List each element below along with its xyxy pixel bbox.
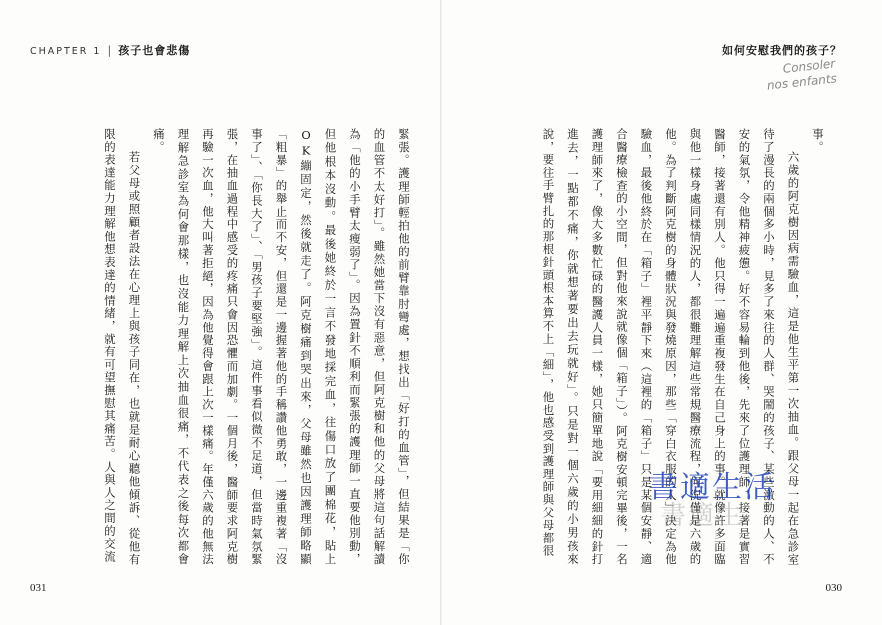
running-head-separator: |	[107, 44, 113, 57]
right-body-text	[500, 128, 830, 566]
paragraph: 若父母或照顧者設法在心理上與孩子同在，也就是耐心聽他傾訴、從他有限的表達能力理解他想表達的情緒，就有可望撫慰其痛苦。人與人之間的交流	[103, 128, 142, 566]
paragraph: 緊張。護理師輕拍他的前臂靠肘彎處，想找出「好打的血管」，但結果是「你的血管不太好打」。雖然她當下沒有惡意，但阿克樹和他的父母將這句話解讀為「他的小手臂太瘦弱了」。因為置針不順利而緊張的護理師一直要他別動，但他根本沒動。最後她終於一言不發地採完血，往傷口放了團棉花，貼上OK繃固定，然後就走了。阿克樹痛到哭出來，父母雖然也因護理師略顯「粗暴」的舉止而不安，但還是一邊握著他的手稱讚他勇敢，一邊重複著「沒事了」、「你長大了」、「男孩子要堅強」。這件事看似微不足道，但當時氣氛緊張，在抽血過程中感受的疼痛只會因恐懼而加劇。一個月後，醫師要求阿克樹再驗一次血，他大叫著拒絕，因為他覺得會跟上次一樣痛。年僅六歲的他無法理解急診室為何會那樣，也沒能力理解上次抽血很痛，不代表之後每次都會痛。	[152, 128, 411, 566]
watermark-text: 書適生活	[648, 470, 776, 505]
paragraph: 六歲的阿克樹因病需驗血，這是他生平第一次抽血。跟父母一起在急診室待了漫長的兩個多小時，見多了來往的人群、哭鬧的孩子、某些激動的人、不安的氣氛，令他精神疲憊。好不容易輪到他後，先來了位護理師，接著是實習醫師，接著還有別人。他只得一遍遍重複發生在自己身上的事。就像許多面臨與他一樣身處同樣情況的人，都很難理解這些常規醫療流程，何況僅是六歲的他。為了判斷阿克樹的身體狀況與發燒原因，那些「穿白衣服的人」決定為他驗血，最後他終於在「箱子」裡平靜下來（這裡的「箱子」只是某個安靜、適合醫療檢查的小空間，但對他來說就像個「箱子」）。阿克樹安頓完畢後，一名護理師來了，像大多數忙碌的醫護人員一樣，她只簡單地說「要用細細的針打進去，一點都不痛，你就想著要出去玩就好」。只是對一個六歲的小男孩來說，要往手臂扎的那根針頭根本算不上「細」，他也感受到護理師與父母都很	[541, 128, 801, 566]
book-subtitle-line: nos enfants	[766, 71, 838, 93]
left-body-text	[24, 128, 416, 566]
left-running-head	[30, 42, 190, 58]
book-title: 如何安慰我們的孩子？	[722, 44, 842, 57]
paragraph: 事。	[811, 128, 825, 154]
left-page-number: 031	[30, 582, 47, 594]
book-subtitle-line: Consoler	[781, 56, 836, 76]
right-page-number: 030	[825, 582, 842, 594]
chapter-title: 孩子也會悲傷	[118, 44, 191, 57]
chapter-label: CHAPTER 1	[30, 46, 102, 57]
